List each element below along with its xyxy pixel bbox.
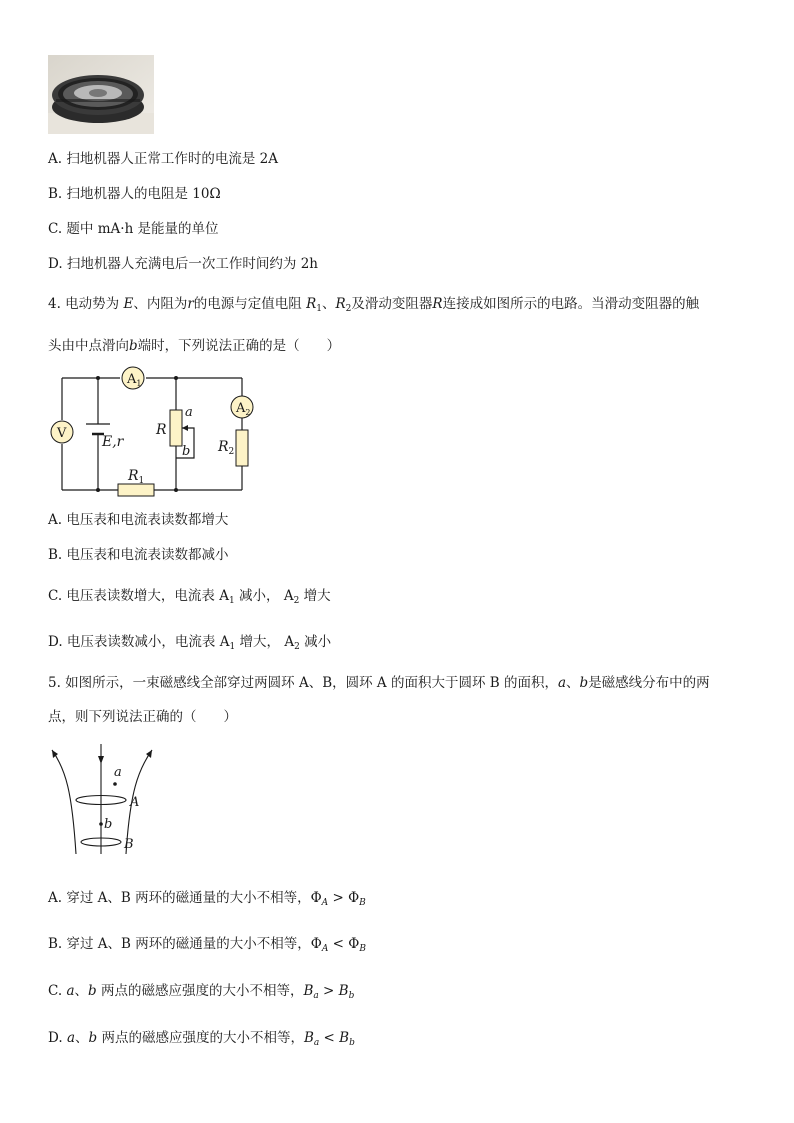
point-a-label: a: [185, 405, 193, 420]
r1-label: $R_1$: [128, 468, 145, 486]
fig-point-a: a: [114, 765, 122, 780]
q4-stem-line1: 4. 电动势为 E、内阻为r的电源与定值电阻 $R_1$、$R_2$及滑动变阻器R连接成如图所示的电路。当滑动变阻器的触: [48, 296, 700, 314]
rheostat-label: R: [156, 422, 167, 438]
q4-stem-line2: 头由中点滑向b端时，下列说法正确的是（ ）: [48, 338, 341, 354]
r2-label: $R_2$: [218, 439, 235, 457]
q5-option-b: B. 穿过 A、B 两环的磁通量的大小不相等，$\Phi_A < \Phi_B$: [48, 936, 366, 954]
q5-stem-line1: 5. 如图所示，一束磁感线全部穿过两圆环 A、B，圆环 A 的面积大于圆环 B 的面积，a、b是磁感线分布中的两: [48, 675, 710, 691]
q4-option-c: C. 电压表读数增大，电流表 $A_1$ 减小， $A_2$ 增大: [48, 588, 331, 606]
q5-option-c: C. a、b 两点的磁感应强度的大小不相等，$B_a > B_b$: [48, 983, 355, 1001]
q4-option-a: A. 电压表和电流表读数都增大: [48, 512, 229, 528]
fig-ring-b: B: [124, 837, 134, 852]
q3-option-a: A. 扫地机器人正常工作时的电流是 2A: [48, 151, 278, 167]
q5-option-d: D. a、b 两点的磁感应强度的大小不相等，$B_a < B_b$: [48, 1030, 355, 1048]
q3-option-b: B. 扫地机器人的电阻是 10Ω: [48, 186, 221, 202]
q5-stem-line2: 点，则下列说法正确的（ ）: [48, 709, 237, 725]
voltmeter-label: V: [57, 426, 67, 441]
q4-option-d: D. 电压表读数减小，电流表 $A_1$ 增大， $A_2$ 减小: [48, 634, 332, 652]
fig-ring-a: A: [130, 795, 140, 810]
q4-option-b: B. 电压表和电流表读数都减小: [48, 547, 229, 563]
robot-vacuum-photo: [48, 55, 154, 134]
q3-option-d: D. 扫地机器人充满电后一次工作时间约为 2h: [48, 256, 318, 272]
magnetic-rings-figure: [44, 742, 164, 866]
ammeter-a2-label: $A_2$: [236, 401, 251, 417]
fig-point-b: b: [104, 817, 113, 832]
point-b-label: b: [182, 444, 191, 459]
ammeter-a1-label: $A_1$: [127, 372, 142, 388]
source-label: E,r: [102, 434, 124, 450]
q5-option-a: A. 穿过 A、B 两环的磁通量的大小不相等，$\Phi_A > \Phi_B$: [48, 890, 366, 908]
q3-option-c: C. 题中 mA·h 是能量的单位: [48, 221, 219, 237]
circuit-diagram: [48, 362, 258, 506]
